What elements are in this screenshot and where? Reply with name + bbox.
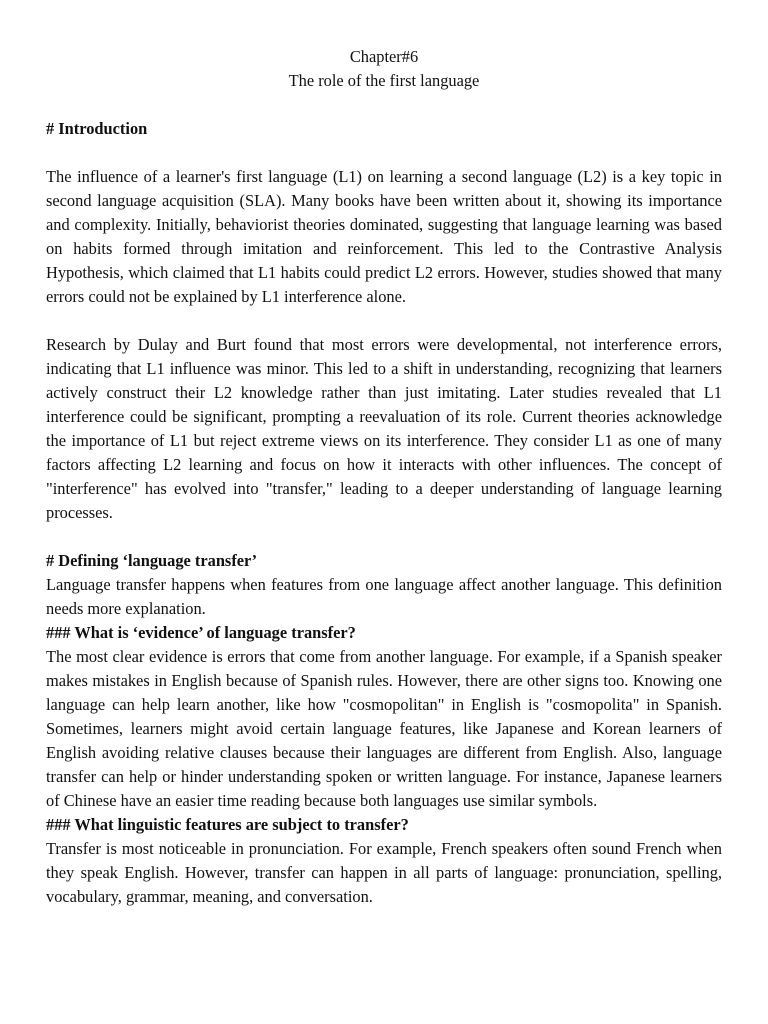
chapter-title: The role of the first language	[288, 71, 480, 90]
linguistic-features-paragraph: Transfer is most noticeable in pronunciation. For example, French speakers often sound French when they speak English. However, transfer can happen in all parts of language: pronunciation, spelling, vocabulary, grammar, meaning, and conversation.	[46, 839, 722, 906]
blank-line	[46, 309, 722, 333]
blank-line	[46, 141, 722, 165]
subsection-heading-linguistic-features: ### What linguistic features are subject to transfer?	[46, 815, 409, 834]
chapter-header	[46, 45, 722, 93]
blank-line	[46, 93, 722, 117]
evidence-paragraph: The most clear evidence is errors that come from another language. For example, if a Spanish speaker makes mistakes in English because of Spanish rules. However, there are other signs too. Knowing one language can help learn another, like how "cosmopolitan" in English is "cosmopolita" in Spanish. Sometimes, learners might avoid certain language features, like Japanese and Korean learners of English avoiding relative clauses because their languages are different from English. Also, language transfer can help or hinder understanding spoken or written language. For instance, Japanese learners of Chinese have an easier time reading because both languages use similar symbols.	[46, 647, 722, 810]
subsection-heading-evidence: ### What is ‘evidence’ of language transfer?	[46, 623, 356, 642]
introduction-paragraph-2: Research by Dulay and Burt found that most errors were developmental, not interference errors, indicating that L1 influence was minor. This led to a shift in understanding, recognizing that learners actively construct their L2 knowledge rather than just imitating. Later studies revealed that L1 interference could be significant, prompting a reevaluation of its role. Current theories acknowledge the importance of L1 but reject extreme views on its interference. They consider L1 as one of many factors affecting L2 learning and focus on how it interacts with other influences. The concept of "interference" has evolved into "transfer," leading to a deeper understanding of language learning processes.	[46, 335, 722, 522]
defining-transfer-paragraph: Language transfer happens when features from one language affect another language. This definition needs more explanation.	[46, 575, 722, 618]
section-heading-introduction: # Introduction	[46, 119, 148, 138]
document-body	[46, 45, 722, 909]
section-heading-defining-transfer: # Defining ‘language transfer’	[46, 551, 258, 570]
blank-line	[46, 525, 722, 549]
introduction-paragraph-1: The influence of a learner's first language (L1) on learning a second language (L2) is a key topic in second language acquisition (SLA). Many books have been written about it, showing its importance and complexity. Initially, behaviorist theories dominated, suggesting that language learning was based on habits formed through imitation and reinforcement. This led to the Contrastive Analysis Hypothesis, which claimed that L1 habits could predict L2 errors. However, studies showed that many errors could not be explained by L1 interference alone.	[46, 167, 722, 306]
chapter-number: Chapter#6	[349, 47, 419, 66]
